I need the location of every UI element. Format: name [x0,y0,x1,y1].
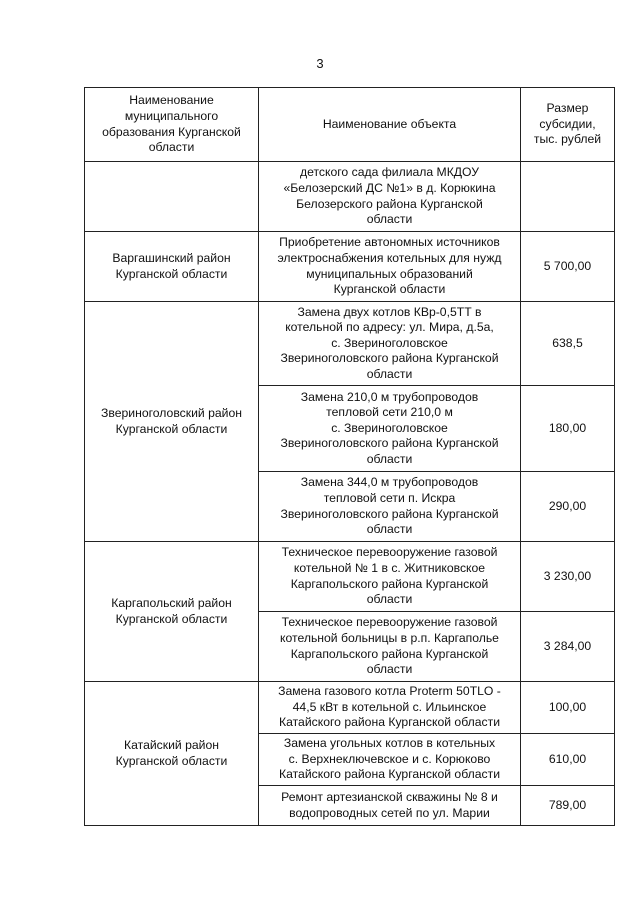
header-subsidy: Размер субсидии, тыс. рублей [521,88,615,162]
page-number: 3 [316,56,324,71]
object-cell: Техническое перевооружение газовой котельной больницы в р.п. Каргаполье Каргапольского района Курганской области [259,612,521,682]
object-cell: Замена 210,0 м трубопроводов тепловой сети 210,0 м с. Звериноголовское Звериноголовского района Курганской области [259,386,521,472]
municipality-cell: Катайский район Курганской области [85,682,259,826]
header-row [85,88,615,162]
object-cell: Замена 344,0 м трубопроводов тепловой сети п. Искра Звериноголовского района Курганской области [259,472,521,542]
object-cell: Замена угольных котлов в котельных с. Верхнеключевское и с. Корюково Катайского района Курганской области [259,734,521,786]
subsidy-cell: 180,00 [521,386,615,472]
object-cell: детского сада филиала МКДОУ «Белозерский ДС №1» в д. Корюкина Белозерского района Курганской области [259,162,521,232]
municipality-cell: Варгашинский район Курганской области [85,232,259,302]
municipality-cell: Каргапольский район Курганской области [85,542,259,682]
subsidy-cell: 100,00 [521,682,615,734]
subsidy-cell: 3 284,00 [521,612,615,682]
table-row [85,162,615,232]
object-cell: Приобретение автономных источников электроснабжения котельных для нужд муниципальных образований Курганской области [259,232,521,302]
header-object: Наименование объекта [259,88,521,162]
object-cell: Замена газового котла Proterm 50TLO - 44,5 кВт в котельной с. Ильинское Катайского района Курганской области [259,682,521,734]
table-row [85,682,615,734]
municipality-cell: Звериноголовский район Курганской области [85,302,259,542]
subsidy-cell: 5 700,00 [521,232,615,302]
subsidy-cell: 3 230,00 [521,542,615,612]
table-body [85,162,615,826]
municipality-cell [85,162,259,232]
object-cell: Техническое перевооружение газовой котельной № 1 в с. Житниковское Каргапольского района Курганской области [259,542,521,612]
subsidy-cell: 638,5 [521,302,615,386]
table-row [85,542,615,612]
subsidy-cell: 789,00 [521,786,615,826]
subsidy-cell: 610,00 [521,734,615,786]
table-row [85,232,615,302]
table-row [85,302,615,386]
object-cell: Ремонт артезианской скважины № 8 и водопроводных сетей по ул. Марии [259,786,521,826]
subsidy-cell: 290,00 [521,472,615,542]
header-municipality: Наименование муниципального образования Курганской области [85,88,259,162]
subsidy-table [84,87,615,826]
table-header [85,88,615,162]
subsidy-cell [521,162,615,232]
object-cell: Замена двух котлов КВр-0,5ТТ в котельной по адресу: ул. Мира, д.5а, с. Звериноголовское Звериноголовского района Курганской области [259,302,521,386]
